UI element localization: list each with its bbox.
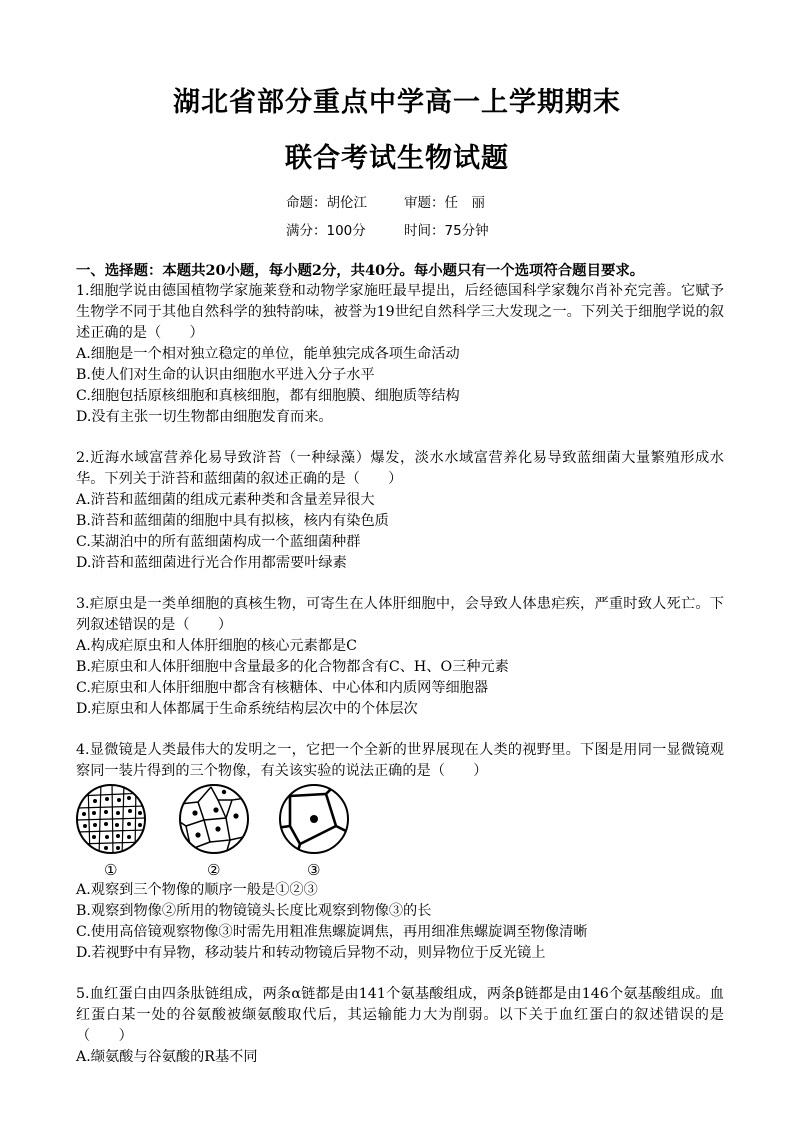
question-3 (76, 594, 724, 720)
view-3-high-magnification (276, 782, 352, 858)
option-b: B.观察到物像②所用的物镜镜头长度比观察到物像③的长 (76, 903, 432, 919)
setter-info: 命题：胡伦江 (286, 195, 367, 211)
option-d: D.没有主张一切生物都由细胞发育而来。 (76, 409, 333, 425)
figure-label-3: ③ (307, 861, 321, 879)
question-stem: 3.疟原虫是一类单细胞的真核生物，可寄生在人体肝细胞中，会导致人体患疟疾，严重时致人死亡。下列叙述错误的是（ ） (76, 596, 724, 633)
figure-label-1: ① (104, 861, 118, 879)
option-b: B.浒苔和蓝细菌的细胞中具有拟核，核内有染色质 (76, 513, 389, 529)
option-b: B.疟原虫和人体肝细胞中含量最多的化合物都含有C、H、O三种元素 (76, 659, 509, 675)
option-c: C.使用高倍镜观察物像③时需先用粗准焦螺旋调焦，再用细准焦螺旋调至物像清晰 (76, 924, 588, 940)
question-stem: 5.血红蛋白由四条肽链组成，两条α链都是由141个氨基酸组成，两条β链都是由146个氨基酸组成。血红蛋白某一处的谷氨酸被缬氨酸取代后，其运输能力大为削弱。以下关于血红蛋白的叙述错误的是（ ） (76, 986, 724, 1044)
option-a: A.构成疟原虫和人体肝细胞的核心元素都是C (76, 638, 357, 654)
full-score-info: 满分：100分 (286, 223, 366, 239)
question-1 (76, 281, 724, 428)
option-d: D.浒苔和蓝细菌进行光合作用都需要叶绿素 (76, 555, 347, 571)
exam-content (76, 260, 724, 1068)
question-4 (76, 740, 724, 964)
option-c: C.疟原虫和人体肝细胞中都含有核糖体、中心体和内质网等细胞器 (76, 680, 489, 696)
question-2 (76, 448, 724, 574)
exam-title-line1: 湖北省部分重点中学高一上学期期末 (173, 87, 621, 118)
exam-title-line2: 联合考试生物试题 (285, 143, 509, 174)
view-1-low-magnification (77, 782, 146, 857)
figure-label-2: ② (207, 861, 221, 879)
duration-info: 时间：75分钟 (404, 223, 489, 239)
question-stem: 2.近海水域富营养化易导致浒苔（一种绿藻）爆发，淡水水域富营养化易导致蓝细菌大量繁殖形成水华。下列关于浒苔和蓝细菌的叙述正确的是（ ） (76, 450, 724, 487)
option-a: A.细胞是一个相对独立稳定的单位，能单独完成各项生命活动 (76, 346, 460, 362)
microscope-views-diagram (76, 782, 376, 862)
view-2-medium-magnification (180, 785, 248, 854)
reviewer-info: 审题：任 丽 (404, 195, 485, 211)
section-heading: 一、选择题：本题共20小题，每小题2分，共40分。每小题只有一个选项符合题目要求。 (76, 262, 645, 279)
microscope-figure (76, 782, 724, 880)
option-a: A.缬氨酸与谷氨酸的R基不同 (76, 1049, 258, 1065)
option-a: A.浒苔和蓝细菌的组成元素种类和含量差异很大 (76, 492, 375, 508)
option-d: D.若视野中有异物，移动装片和转动物镜后异物不动，则异物位于反光镜上 (76, 945, 546, 961)
option-b: B.使人们对生命的认识由细胞水平进入分子水平 (76, 367, 375, 383)
option-a: A.观察到三个物像的顺序一般是①②③ (76, 882, 318, 898)
option-c: C.细胞包括原核细胞和真核细胞，都有细胞膜、细胞质等结构 (76, 388, 460, 404)
question-5 (76, 984, 724, 1068)
option-d: D.疟原虫和人体都属于生命系统结构层次中的个体层次 (76, 701, 418, 717)
question-stem: 1.细胞学说由德国植物学家施莱登和动物学家施旺最早提出，后经德国科学家魏尔肖补充完善。它赋予生物学不同于其他自然科学的独特韵味，被誉为19世纪自然科学三大发现之一。下列关于细胞学说的叙述正确的是（ ） (76, 283, 724, 341)
option-c: C.某湖泊中的所有蓝细菌构成一个蓝细菌种群 (76, 534, 361, 550)
question-stem: 4.显微镜是人类最伟大的发明之一，它把一个全新的世界展现在人类的视野里。下图是用同一显微镜观察同一装片得到的三个物像，有关该实验的说法正确的是（ ） (76, 742, 724, 779)
